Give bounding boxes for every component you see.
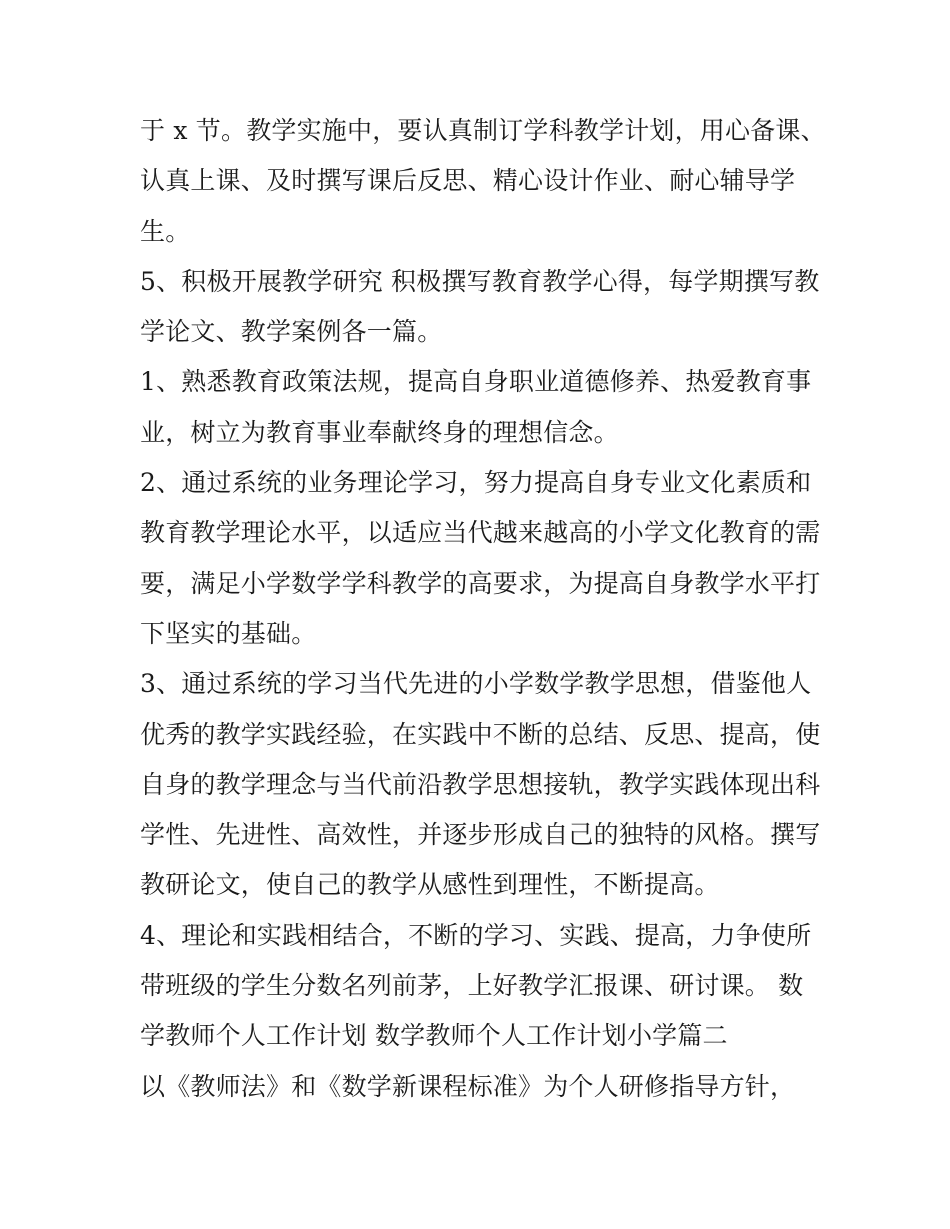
text-line: 要，满足小学数学学科教学的高要求，为提高自身教学水平打 xyxy=(140,568,821,598)
text-line: 5、积极开展教学研究 积极撰写教育教学心得，每学期撰写教 xyxy=(140,266,820,296)
text-line: 1、熟悉教育政策法规，提高自身职业道德修养、热爱教育事 xyxy=(140,367,812,397)
text-line: 教育教学理论水平，以适应当代越来越高的小学文化教育的需 xyxy=(140,518,821,548)
text-line: 学教师个人工作计划 数学教师个人工作计划小学篇二 xyxy=(140,1021,728,1051)
text-line: 2、通过系统的业务理论学习，努力提高自身专业文化素质和 xyxy=(140,468,812,498)
text-line: 3、通过系统的学习当代先进的小学数学教学思想，借鉴他人 xyxy=(140,669,812,699)
text-line: 下坚实的基础。 xyxy=(140,618,317,648)
text-line: 以《教师法》和《数学新课程标准》为个人研修指导方针， xyxy=(140,1071,796,1101)
text-line: 认真上课、及时撰写课后反思、精心设计作业、耐心辅导学 xyxy=(140,166,796,196)
text-line: 自身的教学理念与当代前沿教学思想接轨，教学实践体现出科 xyxy=(140,769,821,799)
text-line: 优秀的教学实践经验，在实践中不断的总结、反思、提高，使 xyxy=(140,719,821,749)
text-line: 带班级的学生分数名列前茅，上好教学汇报课、研讨课。 数 xyxy=(140,971,804,1001)
text-line: 于 x 节。教学实施中，要认真制订学科教学计划，用心备课、 xyxy=(140,116,826,145)
text-line: 生。 xyxy=(140,216,191,246)
text-line: 学性、先进性、高效性，并逐步形成自己的独特的风格。撰写 xyxy=(140,820,821,850)
text-line: 4、理论和实践相结合，不断的学习、实践、提高，力争使所 xyxy=(140,920,812,950)
text-line: 业，树立为教育事业奉献终身的理想信念。 xyxy=(140,417,619,447)
text-line: 学论文、教学案例各一篇。 xyxy=(140,317,443,347)
body-text xyxy=(140,106,830,1112)
text-line: 教研论文，使自己的教学从感性到理性，不断提高。 xyxy=(140,870,720,900)
